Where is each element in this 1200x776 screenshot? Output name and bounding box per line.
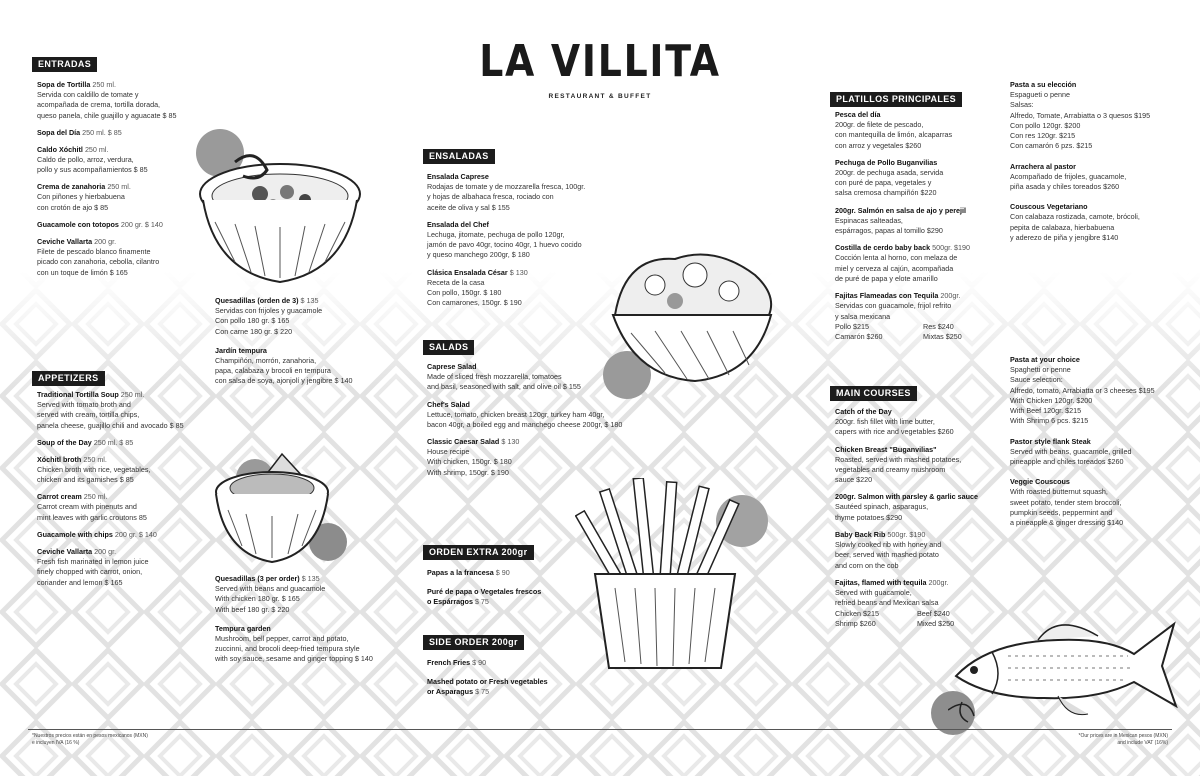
item-price: 200 gr. xyxy=(94,547,117,557)
item-desc: Slowly cooked rib with honey and beer, served with mashed potato and corn on the cob xyxy=(835,540,942,570)
item-desc: Rodajas de tomate y de mozzarella fresca, 100gr. y hojas de albahaca fresca, rociado con aceite de oliva y sal $ 155 xyxy=(427,182,586,212)
item-price: 200gr. xyxy=(928,577,949,587)
item-name: Carrot cream xyxy=(37,492,82,502)
section-title-salads: SALADS xyxy=(423,340,474,355)
item-desc: Made of sliced fresh mozzarella, tomatoes and basil, seasoned with salt, and olive oil $ 155 xyxy=(427,372,581,392)
section-title-appetizers: APPETIZERS xyxy=(32,371,105,386)
item-desc: Con calabaza rostizada, camote, brócoli, pepita de calabaza, hierbabuena y aderezo de piña y jengibre $140 xyxy=(1010,212,1140,242)
menu-item xyxy=(835,445,1010,486)
menu-item xyxy=(835,530,1010,571)
item-name: Pesca del día xyxy=(835,110,881,119)
item-desc: Con piñones y hierbabuena con crotón de ajo $ 85 xyxy=(37,192,125,212)
item-name: Xóchitl broth xyxy=(37,454,82,464)
salads-list xyxy=(427,362,667,485)
menu-item xyxy=(835,110,1010,151)
ensaladas-list xyxy=(427,172,627,316)
item-price: 250 ml. xyxy=(83,454,107,464)
item-desc: Spaghetti or penne Sauce selection: Alfredo, tomato, Arrabiatta or 3 cheeses $195 With Chicken 120gr. $200 With Beef 120gr. $215 With Shrimp 6 pcs. $215 xyxy=(1010,365,1155,426)
section-title-side-order: SIDE ORDER 200gr xyxy=(423,635,524,650)
item-name: Ensalada del Chef xyxy=(427,219,489,229)
item-price: $ 135 xyxy=(301,574,320,583)
item-name: Pastor style flank Steak xyxy=(1010,436,1091,446)
footer-note-right xyxy=(1079,733,1168,747)
fajitas-price-right: Res $240 xyxy=(923,321,954,331)
item-name: Pasta a su elección xyxy=(1010,80,1077,89)
menu-item xyxy=(427,172,627,213)
item-desc: Served with beans and guacamole With chicken 180 gr. $ 165 With beef 180 gr. $ 220 xyxy=(215,584,326,614)
menu-item xyxy=(37,390,217,431)
entradas-right-list xyxy=(215,296,405,394)
item-name: 200gr. Salmon with parsley & garlic sauce xyxy=(835,492,979,502)
menu-item xyxy=(835,206,1010,237)
item-desc: Served with guacamole, refried beans and Mexican salsa xyxy=(835,587,939,608)
item-price: 500gr. $190 xyxy=(932,243,971,253)
item-desc: Mushroom, bell pepper, carrot and potato, zuccinni, and brocoli deep-fried tempura style with soy sauce, sesame and ginger topping $ 140 xyxy=(215,633,373,664)
menu-item xyxy=(37,438,217,448)
item-desc: Lechuga, jitomate, pechuga de pollo 120gr, jamón de pavo 40gr, tocino 40gr, 1 huevo cocido y queso manchego 200gr, $ 180 xyxy=(427,229,582,260)
item-name: Fajitas Flameadas con Tequila xyxy=(835,291,939,301)
item-price: 250 ml. xyxy=(84,144,109,154)
item-desc: Fresh fish marinated in lemon juice finely chopped with carrot, onion, coriander and lemon $ 165 xyxy=(37,557,149,587)
footer-note-left-line1: *Nuestros precios están en pesos mexicanos (MXN) xyxy=(32,733,148,739)
orden-extra-list xyxy=(427,568,587,614)
menu-item xyxy=(427,658,587,668)
appetizers-list xyxy=(37,390,217,595)
item-name: Couscous Vegetariano xyxy=(1010,202,1088,212)
entradas-list xyxy=(37,80,217,285)
item-name: 200gr. Salmón en salsa de ajo y perejil xyxy=(835,205,967,215)
footer-note-right-line1: *Our prices are in Mexican pesos (MXN) xyxy=(1078,733,1168,739)
item-desc: Caldo de pollo, arroz, verdura, pollo y sus acompañamientos $ 85 xyxy=(37,154,148,175)
item-desc: 200gr. de pechuga asada, servida con puré de papa, vegetales y salsa cremosa champiñón $220 xyxy=(835,167,944,198)
menu-item xyxy=(37,182,217,213)
item-name: Quesadillas (orden de 3) xyxy=(215,296,299,305)
item-price: 200 gr. $ 140 xyxy=(120,220,163,230)
menu-item xyxy=(427,568,587,578)
platillos-right-list xyxy=(1010,80,1190,250)
footer-note-left xyxy=(32,733,148,747)
menu-item xyxy=(1010,202,1190,243)
item-price: 250 ml. xyxy=(83,492,108,502)
fajitas-price-row xyxy=(835,322,1010,332)
item-price: 250 ml. $ 85 xyxy=(82,127,122,137)
item-name: French Fries xyxy=(427,658,471,667)
item-name: Ensalada Caprese xyxy=(427,172,489,181)
item-desc: Champiñón, morrón, zanahoria, papa, calabaza y brocoli en tempura con salsa de soya, ajonjolí y jengibre $ 140 xyxy=(215,355,353,386)
menu-item xyxy=(37,237,217,278)
menu-item xyxy=(427,362,667,393)
menu-item xyxy=(37,145,217,176)
item-name: Arrachera al pastor xyxy=(1010,161,1076,171)
fajitas-price-left: Chicken $215 xyxy=(835,608,879,618)
quesadilla-bowl-illustration xyxy=(212,450,332,570)
fajitas-price-row xyxy=(835,619,1010,629)
item-name: Guacamole with chips xyxy=(37,530,113,540)
item-desc: Served with tomato broth and served with cream, tortilla chips, panela cheese, guajillo chili and avocado $ 85 xyxy=(37,400,184,430)
item-desc: Espagueti o penne Salsas: Alfredo, Tomate, Arrabiatta o 3 quesos $195 Con pollo 120gr. $200 Con res 120gr. $215 Con camarón 6 pzs. $215 xyxy=(1010,90,1151,151)
fries-illustration xyxy=(575,478,755,673)
item-name: Puré de papa o Vegetales frescos o Espárragos xyxy=(427,587,542,606)
menu-item xyxy=(1010,162,1190,193)
appetizers-right-list xyxy=(215,574,415,672)
menu-item xyxy=(835,492,1010,523)
item-name: Chef's Salad xyxy=(427,399,470,409)
item-desc: Chicken broth with rice, vegetables, chicken and its garnishes $ 85 xyxy=(37,464,151,485)
item-desc: 200gr. fish fillet with lime butter, capers with rice and vegetables $260 xyxy=(835,417,954,437)
item-desc: Roasted, served with mashed potatoes, vegetables and creamy mushroom sauce $220 xyxy=(835,454,962,485)
item-name: Veggie Couscous xyxy=(1010,477,1070,487)
item-name: Caprese Salad xyxy=(427,362,477,371)
menu-item xyxy=(37,547,217,588)
item-name: Sopa del Día xyxy=(37,127,81,137)
footer-note-left-line2: e incluyen IVA (16 %) xyxy=(32,740,80,746)
item-price: 200 gr. $ 140 xyxy=(114,530,157,540)
section-title-orden-extra: ORDEN EXTRA 200gr xyxy=(423,545,534,560)
item-desc: Espinacas salteadas, espárragos, papas al tomillo $290 xyxy=(835,215,943,236)
menu-item xyxy=(37,220,217,230)
item-name: Costilla de cerdo baby back xyxy=(835,243,931,253)
item-desc: Filete de pescado blanco finamente picado con zanahoria, cebolla, cilantro con un toque de limón $ 165 xyxy=(37,247,160,277)
item-name: Crema de zanahoria xyxy=(37,182,106,192)
fajitas-price-right: Beef $240 xyxy=(917,608,950,618)
menu-item xyxy=(835,291,1010,342)
item-desc: Acompañado de frijoles, guacamole, piña asada y chiles toreados $260 xyxy=(1010,171,1127,192)
menu-item xyxy=(427,437,667,478)
item-name: Caldo Xóchitl xyxy=(37,144,83,154)
item-name: Soup of the Day xyxy=(37,437,92,447)
brand-title: LA VILLITA xyxy=(479,36,721,87)
item-name: Jardín tempura xyxy=(215,345,267,355)
menu-item xyxy=(215,346,405,387)
item-desc: Servida con caldillo de tomate y acompañada de crema, tortilla dorada, queso panela, chile guajillo y aguacate $ 85 xyxy=(37,90,177,120)
item-desc: Servidas con frijoles y guacamole Con pollo 180 gr. $ 165 Con carne 180 gr. $ 220 xyxy=(215,306,323,336)
item-price: $ 90 xyxy=(472,658,487,667)
item-name: Baby Back Rib xyxy=(835,530,886,540)
item-price: 500gr. $190 xyxy=(887,530,926,540)
menu-item xyxy=(427,220,627,261)
soup-bowl-illustration xyxy=(195,152,365,292)
item-name: Catch of the Day xyxy=(835,407,892,416)
item-price: 250 ml. xyxy=(107,182,131,192)
item-name: Pasta at your choice xyxy=(1010,355,1080,364)
main-right-list xyxy=(1010,355,1190,536)
brand-tagline: RESTAURANT & BUFFET xyxy=(548,93,652,100)
menu-item xyxy=(215,296,405,337)
fajitas-price-left: Shrimp $260 xyxy=(835,618,876,628)
item-name: Tempura garden xyxy=(215,623,271,633)
item-desc: Servidas con guacamole, frijol refrito y salsa mexicana xyxy=(835,301,952,321)
item-name: Mashed potato or Fresh vegetables or Asparagus xyxy=(427,677,548,696)
side-order-list xyxy=(427,658,587,704)
fajitas-price-row xyxy=(835,609,1010,619)
menu-item xyxy=(37,455,217,486)
menu-item xyxy=(427,677,587,697)
section-title-main-courses: MAIN COURSES xyxy=(830,386,917,401)
item-price: 200 gr. xyxy=(94,237,117,247)
item-name: Ceviche Vallarta xyxy=(37,547,93,557)
item-price: $ 130 xyxy=(509,267,528,277)
item-price: 250 ml. xyxy=(120,390,145,399)
item-name: Sopa de Tortilla xyxy=(37,80,91,89)
section-title-platillos: PLATILLOS PRINCIPALES xyxy=(830,92,962,107)
item-desc: Cocción lenta al horno, con melaza de miel y cerveza al cajún, acompañada de puré de papa y elote amarillo xyxy=(835,253,958,283)
item-desc: Carrot cream with pinenuts and mint leaves with garlic croutons 85 xyxy=(37,502,147,522)
item-name: Traditional Tortilla Soup xyxy=(37,390,119,399)
item-name: Chicken Breast "Buganvilias" xyxy=(835,444,937,454)
item-desc: With roasted butternut squash, sweet potato, tender stem broccoli, pumpkin seeds, peppermint and a pineapple & ginger dressing $140 xyxy=(1010,487,1124,528)
item-desc: 200gr. de filete de pescado, con mantequilla de limón, alcaparras con arroz y vegetales $260 xyxy=(835,120,953,150)
item-desc: Lettuce, tomato, chicken breast 120gr, turkey ham 40gr, bacon 40gr, a boiled egg and manchego cheese 200gr, $ 180 xyxy=(427,409,623,429)
menu-item xyxy=(427,587,587,607)
item-desc: Served with beans, guacamole, grilled pineapple and chiles toreados $260 xyxy=(1010,446,1132,467)
item-name: Quesadillas (3 per order) xyxy=(215,574,300,583)
item-name: Pechuga de Pollo Buganvilias xyxy=(835,157,938,167)
fajitas-price-right: Mixtas $250 xyxy=(923,332,962,342)
menu-item xyxy=(835,407,1010,438)
menu-item xyxy=(215,574,415,615)
item-price: $ 135 xyxy=(300,296,319,305)
footer-note-right-line2: and include VAT (16%) xyxy=(1117,740,1168,746)
menu-item xyxy=(37,530,217,540)
item-name: Papas a la francesa xyxy=(427,568,494,577)
menu-item xyxy=(37,128,217,138)
menu-item xyxy=(37,492,217,523)
item-price: $ 75 xyxy=(475,687,490,696)
item-name: Classic Caesar Salad xyxy=(427,437,500,447)
footer-divider xyxy=(28,729,1172,730)
item-name: Fajitas, flamed with tequila xyxy=(835,577,927,587)
fajitas-price-right: Mixed $250 xyxy=(917,618,955,628)
item-price: 250 ml. $ 85 xyxy=(93,437,134,447)
item-name: Clásica Ensalada César xyxy=(427,267,508,277)
main-courses-list xyxy=(835,407,1010,636)
item-price: $ 90 xyxy=(495,568,510,577)
fajitas-price-left: Camarón $260 xyxy=(835,332,883,342)
menu-item xyxy=(37,80,217,121)
platillos-list xyxy=(835,110,1010,349)
menu-item xyxy=(835,578,1010,629)
section-title-entradas: ENTRADAS xyxy=(32,57,97,72)
menu-item xyxy=(215,624,415,665)
item-desc: House recipe With chicken, 150gr. $ 180 With shrimp, 150gr. $ 190 xyxy=(427,447,512,477)
menu-item xyxy=(835,158,1010,199)
menu-item xyxy=(1010,437,1190,468)
item-name: Ceviche Vallarta xyxy=(37,237,93,247)
menu-item xyxy=(1010,80,1190,152)
item-price: 250 ml. xyxy=(92,80,116,89)
menu-item xyxy=(427,268,627,309)
fajitas-price-row xyxy=(835,332,1010,342)
section-title-ensaladas: ENSALADAS xyxy=(423,149,495,164)
item-price: $ 75 xyxy=(474,597,489,606)
item-price: $ 130 xyxy=(501,437,520,447)
fajitas-price-left: Pollo $215 xyxy=(835,321,869,331)
menu-item xyxy=(1010,355,1190,427)
item-desc: Sautéed spinach, asparagus, thyme potatoes $290 xyxy=(835,502,929,522)
item-price: 200gr. xyxy=(940,291,961,301)
item-name: Guacamole con totopos xyxy=(37,220,119,230)
menu-item xyxy=(1010,477,1190,528)
menu-item xyxy=(835,243,1010,284)
menu-item xyxy=(427,400,667,431)
item-desc: Receta de la casa Con pollo, 150gr. $ 180 Con camarones, 150gr. $ 190 xyxy=(427,277,522,308)
